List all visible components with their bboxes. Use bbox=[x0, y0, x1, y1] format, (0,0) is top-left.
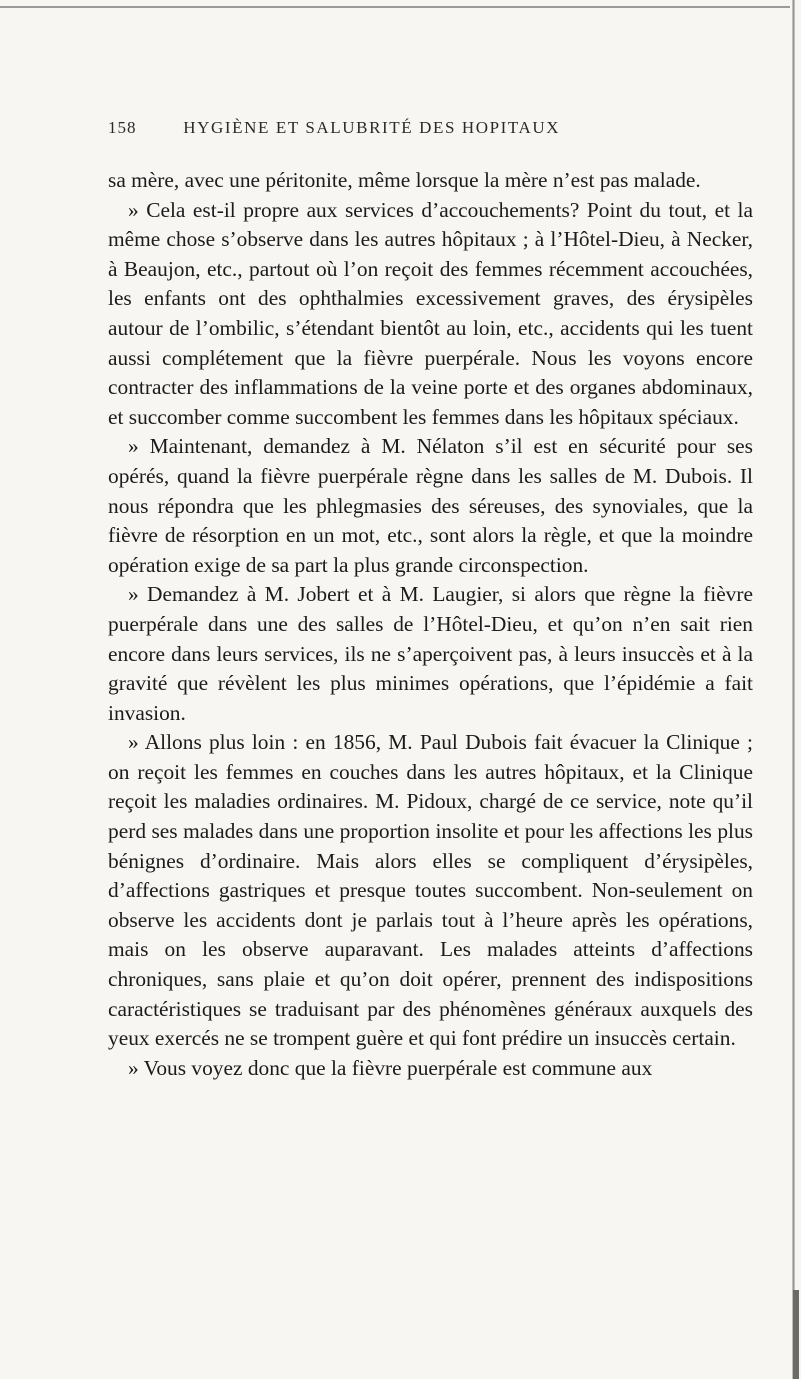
running-title: HYGIÈNE ET SALUBRITÉ DES HOPITAUX bbox=[183, 118, 561, 137]
page-number: 158 bbox=[108, 118, 137, 137]
page-corner-shadow bbox=[793, 1290, 799, 1379]
body-text bbox=[108, 166, 753, 1083]
paragraph: » Cela est-il propre aux services d’accouchements? Point du tout, et la même chose s’observe dans les autres hôpitaux ; à l’Hôtel-Dieu, à Necker, à Beaujon, etc., partout où l’on reçoit des femmes récemment accouchées, les enfants ont des ophthalmies excessivement graves, des érysipèles autour de l’ombilic, s’étendant bientôt au loin, etc., accidents qui les tuent aussi complétement que la fièvre puerpérale. Nous les voyons encore contracter des inflammations de la veine porte et des organes abdominaux, et succomber comme succombent les femmes dans les hôpitaux spéciaux. bbox=[108, 197, 753, 429]
page-top-edge bbox=[0, 6, 790, 8]
paragraph: » Demandez à M. Jobert et à M. Laugier, si alors que règne la fièvre puerpérale dans une des salles de l’Hôtel-Dieu, et qu’on n’en sait rien encore dans leurs services, ils ne s’aperçoivent pas, à leurs insuccès et à la gravité que révèlent les plus minimes opérations, que l’épidémie a fait invasion. bbox=[108, 582, 753, 725]
paragraph: » Allons plus loin : en 1856, M. Paul Dubois fait évacuer la Clinique ; on reçoit les femmes en couches dans les autres hôpitaux, et la Clinique reçoit les maladies ordinaires. M. Pidoux, chargé de ce service, note qu’il perd ses malades dans une proportion insolite et pour les affections les plus bénignes d’ordinaire. Mais alors elles se compliquent d’érysipèles, d’affections gastriques et presque toutes succombent. Non-seulement on observe les accidents dont je parlais tout à l’heure après les opérations, mais on les observe auparavant. Les malades atteints d’affections chroniques, sans plaie et qu’on doit opérer, prennent des indispositions caractéristiques se traduisant par des phénomènes généraux auxquels des yeux exercés ne se trompent guère et qui font prédire un insuccès certain. bbox=[108, 730, 753, 1051]
paragraph: » Maintenant, demandez à M. Nélaton s’il est en sécurité pour ses opérés, quand la fièvre puerpérale règne dans les salles de M. Dubois. Il nous répondra que les phlegmasies des séreuses, des synoviales, que la fièvre de résorption en un mot, etc., sont alors la règle, et que la moindre opération exige de sa part la plus grande circonspection. bbox=[108, 434, 753, 577]
paragraph-continuation: sa mère, avec une péritonite, même lorsque la mère n’est pas malade. bbox=[108, 168, 701, 192]
running-header bbox=[108, 118, 748, 144]
paragraph-final-line: » Vous voyez donc que la fièvre puerpérale est commune aux bbox=[128, 1055, 653, 1080]
page-right-edge bbox=[792, 0, 795, 1379]
